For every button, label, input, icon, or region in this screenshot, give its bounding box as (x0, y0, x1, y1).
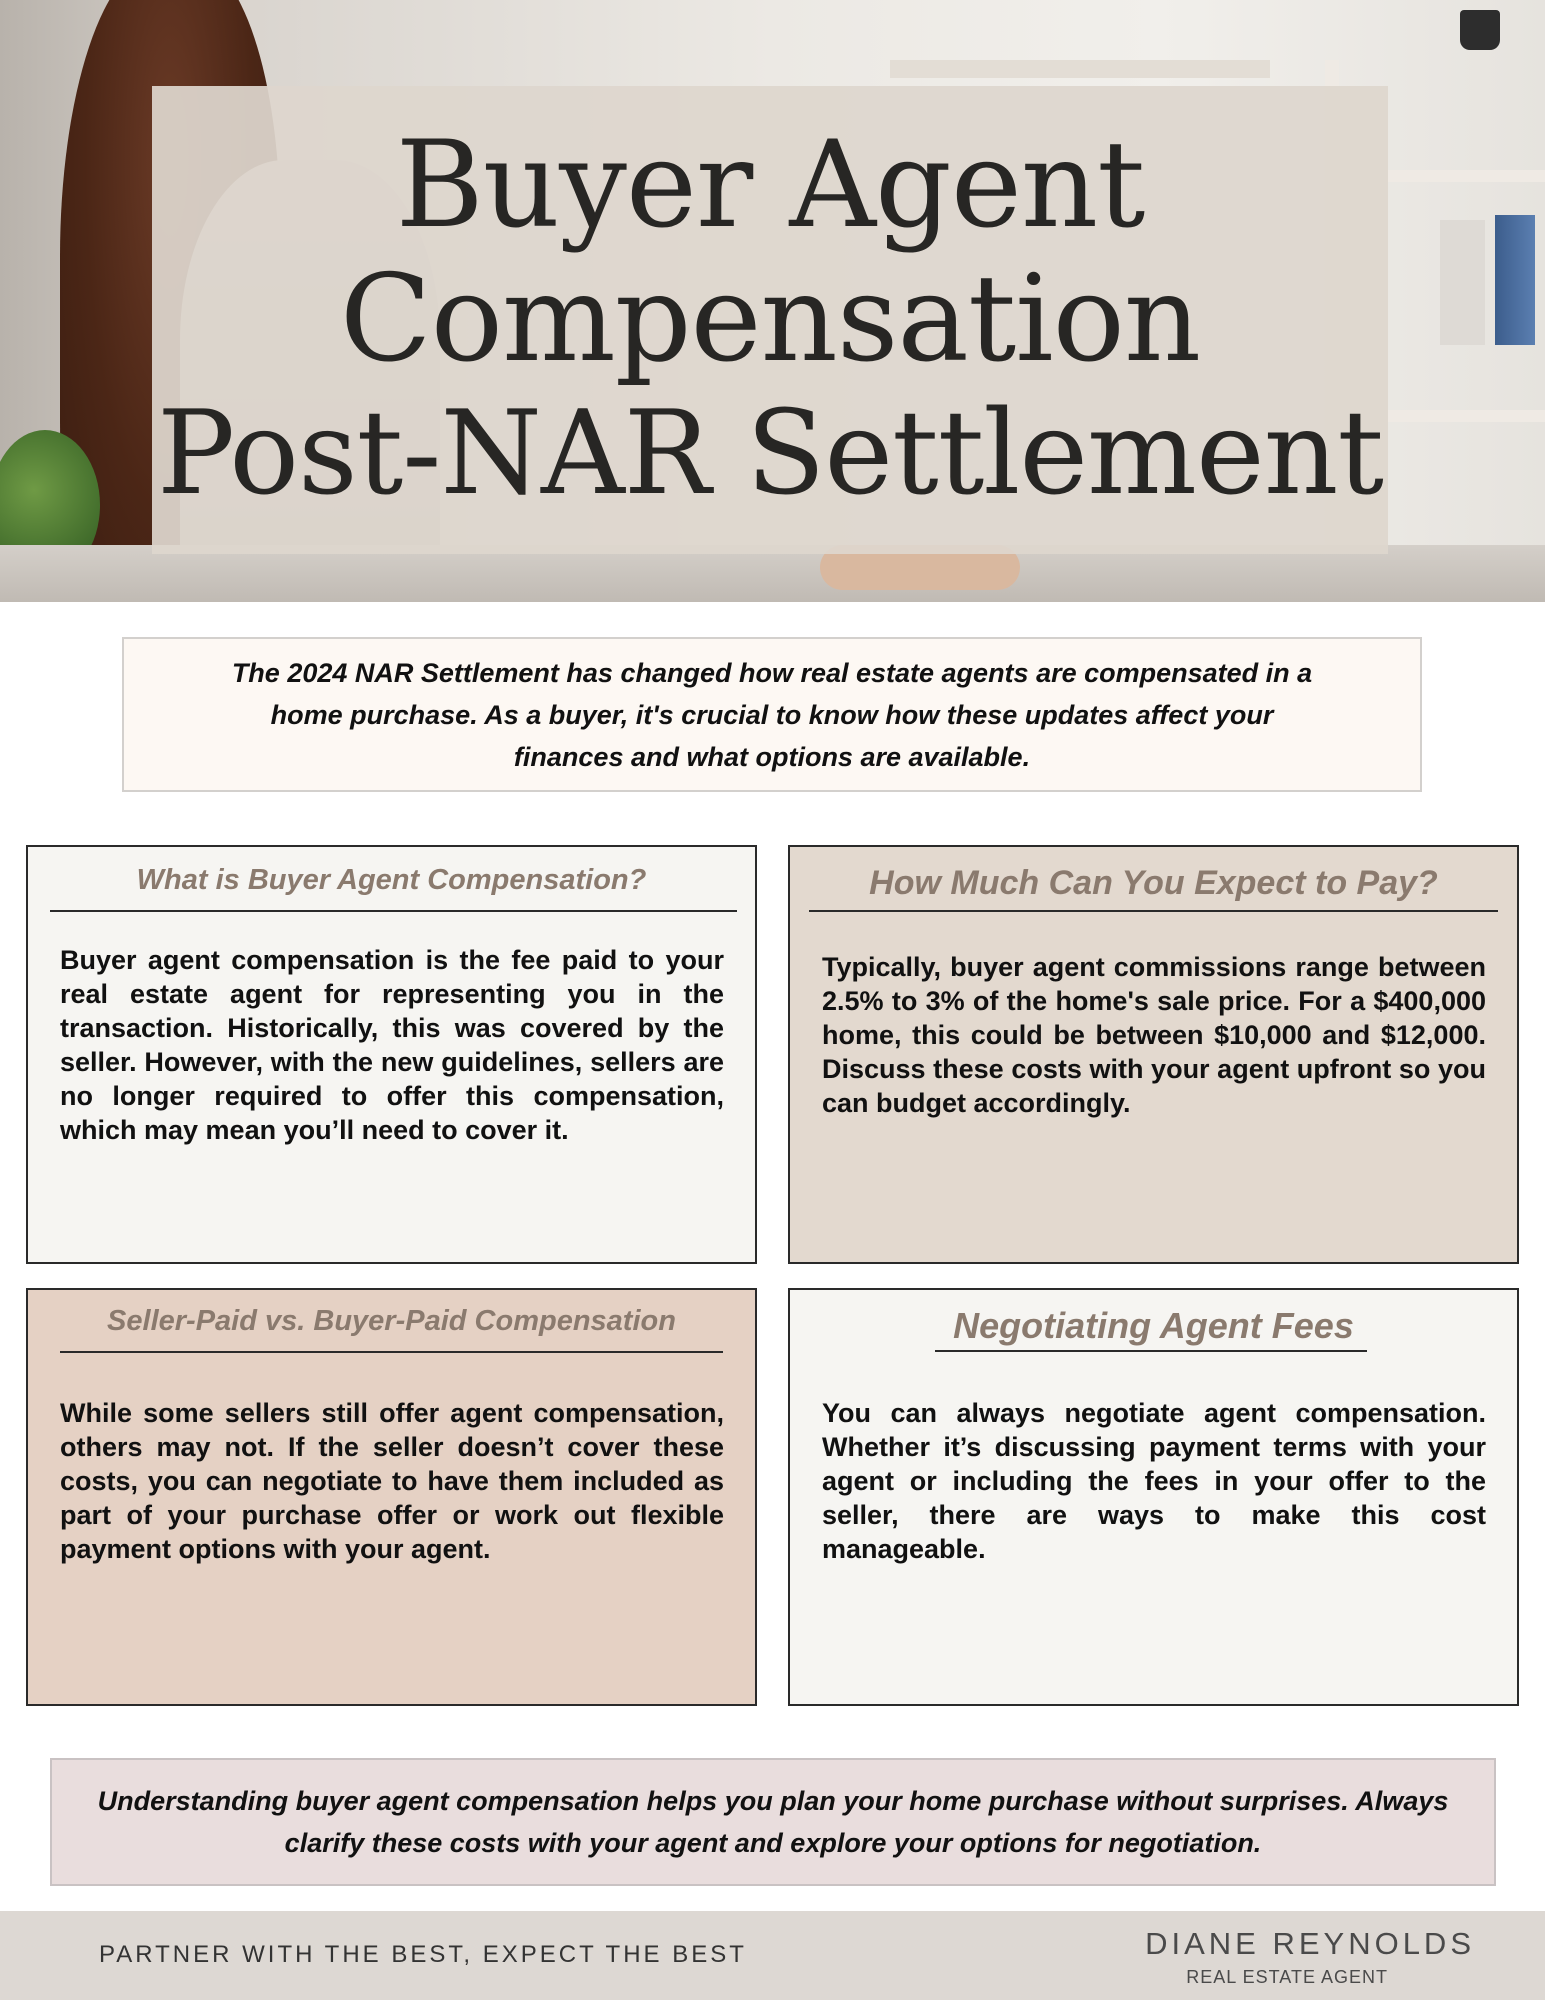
card-seller-vs-buyer-paid (26, 1288, 757, 1706)
card-expected-cost (788, 845, 1519, 1264)
page-title-line-3: Post-NAR Settlement (156, 386, 1384, 521)
hero-photo-pot (1460, 10, 1500, 50)
conclusion-box (50, 1758, 1496, 1886)
card-divider (50, 910, 737, 912)
card-title: Negotiating Agent Fees (953, 1305, 1354, 1346)
intro-text: The 2024 NAR Settlement has changed how real estate agents are compensated in a home purchase. As a buyer, it's crucial to know how these updates affect your finances and what options are available. (231, 657, 1313, 772)
card-body: Buyer agent compensation is the fee paid to your real estate agent for representing you in the transaction. Historically, this was covered by the seller. However, with the new guidelines, sellers are no longer required to offer this compensation, which may mean you’ll need to cover it. (60, 945, 724, 1145)
card-divider (935, 1350, 1367, 1352)
agent-name: DIANE REYNOLDS (1145, 1926, 1475, 1961)
title-box (152, 86, 1388, 554)
hero-photo-binder-blue (1495, 215, 1535, 345)
card-body: You can always negotiate agent compensation. Whether it’s discussing payment terms with your agent or including the fees in your offer to the seller, there are ways to make this cost manageable. (822, 1398, 1486, 1564)
intro-box (122, 637, 1422, 792)
footer (0, 1911, 1545, 2000)
footer-tagline: PARTNER WITH THE BEST, EXPECT THE BEST (99, 1941, 747, 1968)
page-title-line-2: Compensation (339, 250, 1201, 389)
card-body: Typically, buyer agent commissions range between 2.5% to 3% of the home's sale price. For a $400,000 home, this could be between $10,000 and $12,000. Discuss these costs with your agent upfront so you can budget accordingly. (822, 952, 1486, 1118)
card-title: Seller-Paid vs. Buyer-Paid Compensation (107, 1305, 676, 1337)
card-divider (809, 910, 1498, 912)
card-title: How Much Can You Expect to Pay? (869, 864, 1438, 902)
card-divider (60, 1351, 723, 1353)
hero-photo-shelf-top (890, 60, 1270, 78)
hero-banner (0, 0, 1545, 602)
conclusion-text: Understanding buyer agent compensation helps you plan your home purchase without surprises. Always clarify these costs with your agent and explore your options for negotiation. (97, 1786, 1449, 1858)
card-body: While some sellers still offer agent compensation, others may not. If the seller doesn’t cover these costs, you can negotiate to have them included as part of your purchase offer or work out flexible payment options with your agent. (60, 1398, 724, 1564)
card-what-is-compensation (26, 845, 757, 1264)
card-title: What is Buyer Agent Compensation? (136, 864, 647, 896)
page-title-line-1: Buyer Agent (395, 116, 1145, 255)
agent-role: REAL ESTATE AGENT (1186, 1967, 1388, 1987)
hero-photo-binder (1440, 220, 1485, 345)
card-negotiating-fees (788, 1288, 1519, 1706)
